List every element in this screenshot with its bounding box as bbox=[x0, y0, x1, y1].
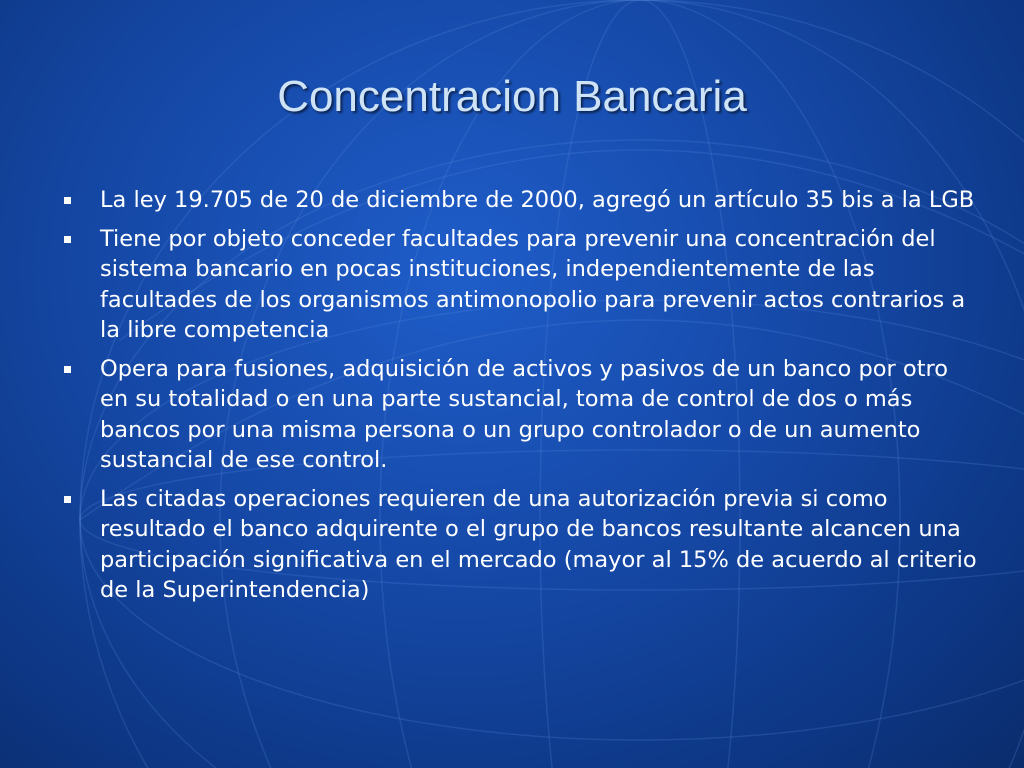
bullet-text: La ley 19.705 de 20 de diciembre de 2000, agregó un artículo 35 bis a la LGB bbox=[100, 187, 975, 213]
bullet-text: Las citadas operaciones requieren de una autorización previa si como resultado el banco adquirente o el grupo de bancos resultante alcancen una participación significativa en el mercado (mayor al 15% de acuerdo al criterio de la Superintendencia) bbox=[100, 485, 977, 603]
square-bullet-icon bbox=[64, 366, 71, 373]
slide-title: Concentracion Bancaria bbox=[277, 72, 747, 121]
square-bullet-icon bbox=[64, 496, 71, 503]
bullet-item bbox=[60, 185, 980, 216]
bullet-text: Opera para fusiones, adquisición de activos y pasivos de un banco por otro en su totalidad o en una parte sustancial, toma de control de dos o más bancos por una misma persona o un grupo controlador o de un aumento sustancial de ese control. bbox=[100, 355, 949, 473]
bullet-item bbox=[60, 484, 980, 606]
square-bullet-icon bbox=[64, 236, 71, 243]
square-bullet-icon bbox=[64, 197, 71, 204]
bullet-list bbox=[60, 185, 980, 614]
bullet-text: Tiene por objeto conceder facultades para prevenir una concentración del sistema bancario en pocas instituciones, independientemente de las facultades de los organismos antimonopolio para prevenir actos contrarios a la libre competencia bbox=[100, 225, 966, 343]
bullet-item bbox=[60, 224, 980, 346]
bullet-item bbox=[60, 354, 980, 476]
